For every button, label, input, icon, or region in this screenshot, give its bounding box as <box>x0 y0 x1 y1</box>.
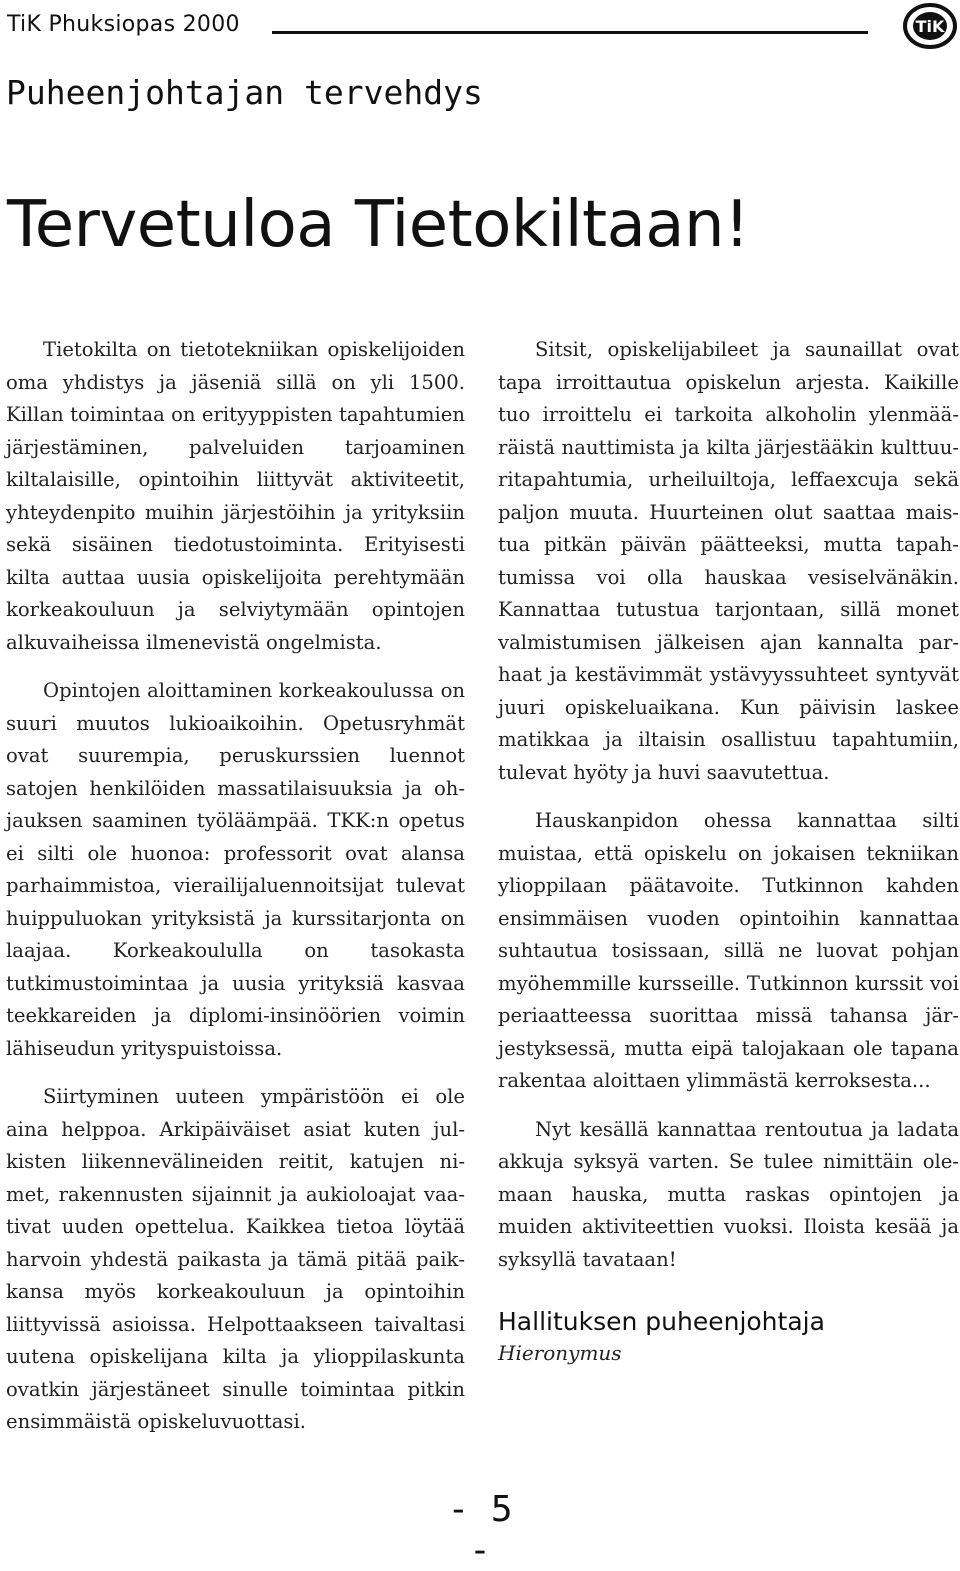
publication-title: TiK Phuksiopas 2000 <box>7 12 240 37</box>
signature <box>498 1306 959 1368</box>
paragraph: Nyt kesällä kannattaa rentoutua ja ladata akkuja syksyä varten. Se tulee nimittäin olemaan hauska, mutta raskas opintojen ja muiden aktiviteettien vuoksi. Iloista kesää ja syksyllä tavataan! <box>498 1117 959 1271</box>
left-column <box>6 334 465 1439</box>
right-column <box>498 334 959 1368</box>
page-number: - 5 - <box>447 1489 513 1571</box>
paragraph: Siirtyminen uuteen ympäristöön ei ole aina helppoa. Arkipäiväiset asiat kuten julkisten liikennevälineiden reitit, katujen nimet, rakennusten sijainnit ja aukioloajat vaativat uuden opettelua. Kaikkea tietoa löytää harvoin yhdestä paikasta ja tämä pitää paikkansa myös korkeakouluun ja opintoihin liittyvissä asioissa. Helpottaakseen taivaltasi uutena opiskelijana kilta ja ylioppilaskunta ovatkin järjestäneet sinulle toimintaa pitkin ensimmäistä opiskeluvuottasi. <box>6 1085 465 1433</box>
signature-name: Hieronymus <box>498 1341 622 1365</box>
page-title: Tervetuloa Tietokiltaan! <box>7 188 750 262</box>
section-title: Puheenjohtajan tervehdys <box>6 73 483 112</box>
logo-text: TiK <box>915 17 945 36</box>
signature-title: Hallituksen puheenjohtaja <box>498 1307 825 1336</box>
tik-logo-icon <box>902 2 958 50</box>
paragraph: Hauskanpidon ohessa kannattaa silti muistaa, että opiskelu on jokaisen tekniikan ylioppilaan päätavoite. Tutkinnon kahden ensimmäisen vuoden opintoihin kannattaa suhtautua tosissaan, sillä ne luovat pohjan myöhemmille kursseille. Tutkinnon kurssit voi periaatteessa suorittaa missä tahansa järjestyksessä, mutta eipä talojakaan ole tapana rakentaa aloittaen ylimmästä kerroksesta... <box>498 809 959 1092</box>
paragraph: Tietokilta on tietotekniikan opiskelijoiden oma yhdistys ja jäseniä sillä on yli 1500. Killan toimintaa on erityyppisten tapahtumien järjestäminen, palveluiden tarjoaminen kiltalaisille, opintoihin liittyvät aktiviteetit, yhteydenpito muihin järjestöihin ja yrityksiin sekä sisäinen tiedotustoiminta. Erityisesti kilta auttaa uusia opiskelijoita perehtymään korkeakouluun ja selviytymään opintojen alkuvaiheissa ilmenevistä ongelmista. <box>6 338 465 654</box>
paragraph: Sitsit, opiskelijabileet ja saunaillat ovat tapa irroittautua opiskelun arjesta. Kaikille tuo irroittelu ei tarkoita alkoholin ylenmääräistä nauttimista ja kilta järjestääkin kulttuuritapahtumia, urheiluiltoja, leffaexcuja sekä paljon muuta. Huurteinen olut saattaa maistua pitkän päivän päätteeksi, mutta tapahtumissa voi olla hauskaa vesiselvänäkin. Kannattaa tutustua tarjontaan, sillä monet valmistumisen jälkeisen ajan kannalta parhaat ja kestävimmät ystävyyssuhteet syntyvät juuri opiskeluaikana. Kun päivisin laskee matikkaa ja iltaisin osallistuu tapahtumiin, tulevat hyöty ja huvi saavutettua. <box>498 338 959 784</box>
header-rule <box>272 31 868 34</box>
paragraph: Opintojen aloittaminen korkeakoulussa on suuri muutos lukioaikoihin. Opetusryhmät ovat suurempia, peruskurssien luennot satojen henkilöiden massatilaisuuksia ja ohjauksen saaminen työläämpää. TKK:n opetus ei silti ole huonoa: professorit ovat alansa parhaimmistoa, vierailijaluennoitsijat tulevat huippuluokan yrityksistä ja kurssitarjonta on laajaa. Korkeakoululla on tasokasta tutkimustoimintaa ja uusia yrityksiä kasvaa teekkareiden ja diplomi-insinöörien voimin lähiseudun yrityspuistoissa. <box>6 679 465 1060</box>
